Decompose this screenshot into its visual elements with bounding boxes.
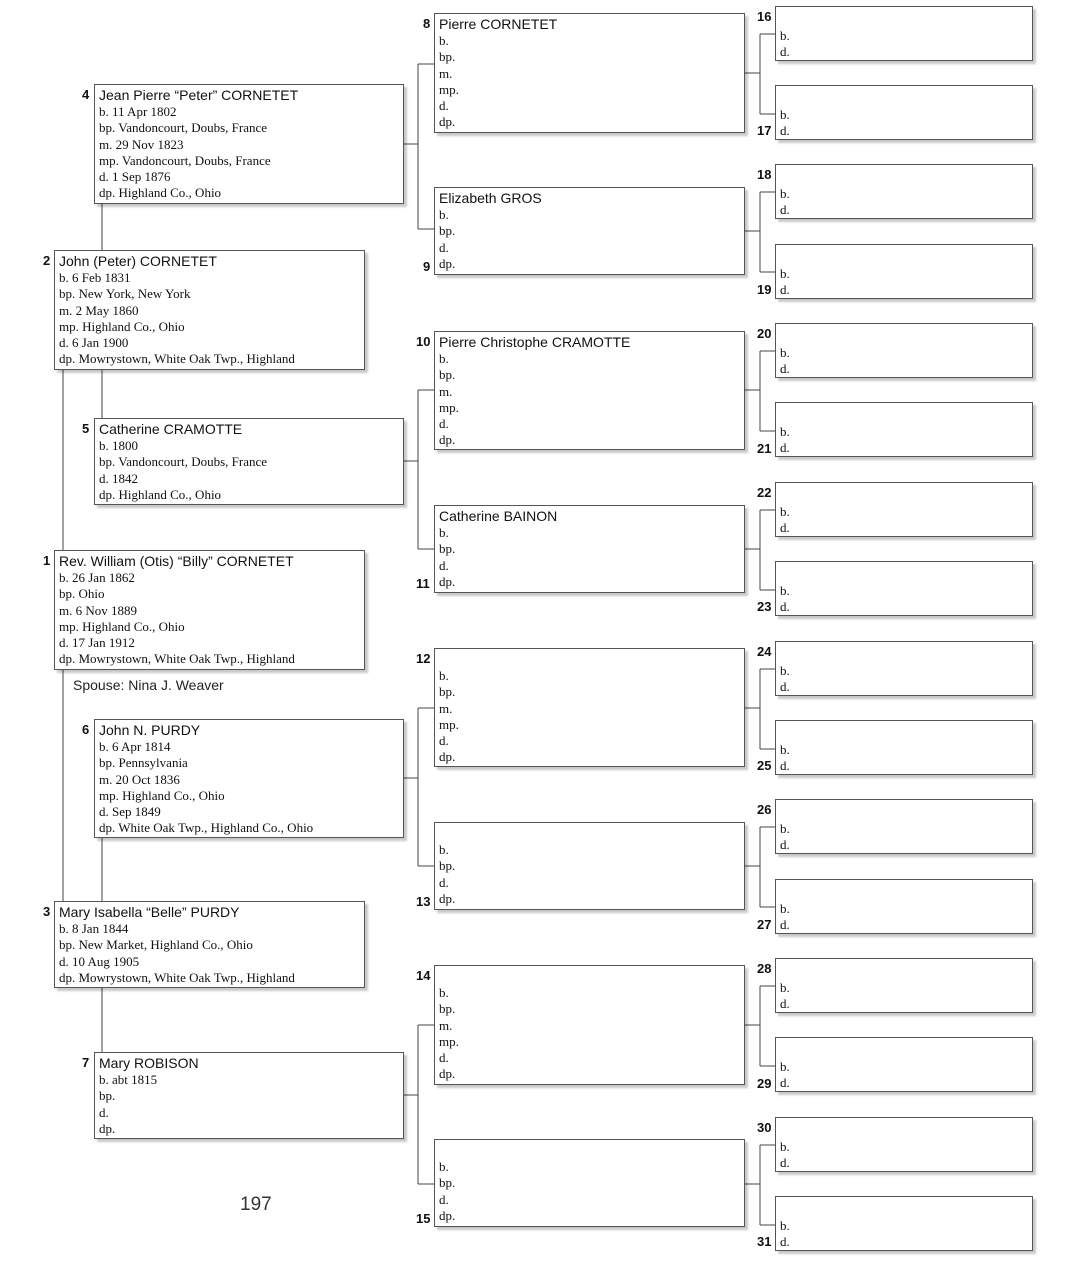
person-7-box: [94, 1052, 404, 1139]
person-4-box: [94, 84, 404, 204]
connector-14: [745, 986, 775, 1066]
person-30-number: 30: [757, 1120, 772, 1135]
person-1-name: Rev. William (Otis) “Billy” CORNETET: [59, 553, 294, 569]
person-2-death: d. 6 Jan 1900: [59, 335, 129, 351]
connector-15: [745, 1145, 775, 1225]
person-28-death: d.: [780, 995, 790, 1011]
connector-6: [404, 708, 434, 866]
person-10-number: 10: [416, 334, 431, 349]
person-3-death-place: dp. Mowrystown, White Oak Twp., Highland: [59, 969, 295, 985]
person-1-number: 1: [43, 553, 51, 568]
person-1-marriage-place: mp. Highland Co., Ohio: [59, 618, 185, 634]
person-15-birthplace: bp.: [439, 1175, 456, 1191]
person-12-marriage: m.: [439, 700, 453, 716]
person-7-number: 7: [82, 1055, 90, 1070]
person-3-name: Mary Isabella “Belle” PURDY: [59, 904, 240, 920]
person-11-box: [434, 505, 745, 593]
person-17-death: d.: [780, 122, 790, 138]
person-6-birth: b. 6 Apr 1814: [99, 739, 171, 754]
person-4-birthplace: bp. Vandoncourt, Doubs, France: [99, 120, 268, 136]
person-2-marriage-place: mp. Highland Co., Ohio: [59, 318, 185, 334]
person-19-number: 19: [757, 282, 772, 297]
person-10-death-place: dp.: [439, 432, 456, 448]
connector-13: [745, 827, 775, 907]
person-1-birth: b. 26 Jan 1862: [59, 570, 135, 585]
person-21-box: [775, 402, 1033, 457]
person-11-birthplace: bp.: [439, 541, 456, 557]
person-5-box: [94, 418, 404, 505]
person-10-birth: b.: [439, 351, 449, 366]
person-13-birth: b.: [439, 842, 449, 857]
person-17-box: [775, 85, 1033, 140]
person-14-birthplace: bp.: [439, 1001, 456, 1017]
person-11-number: 11: [416, 576, 430, 591]
person-5-death: d. 1842: [99, 470, 138, 486]
person-15-box: [434, 1139, 745, 1227]
person-13-death: d.: [439, 874, 449, 890]
person-31-number: 31: [757, 1234, 772, 1249]
person-23-birth: b.: [780, 583, 790, 598]
person-6-marriage-place: mp. Highland Co., Ohio: [99, 787, 225, 803]
person-9-death: d.: [439, 239, 449, 255]
person-2-marriage: m. 2 May 1860: [59, 302, 139, 318]
person-5-death-place: dp. Highland Co., Ohio: [99, 486, 222, 502]
person-6-birthplace: bp. Pennsylvania: [99, 755, 188, 771]
person-7-birth: b. abt 1815: [99, 1072, 158, 1087]
person-22-death: d.: [780, 519, 790, 535]
person-23-box: [775, 561, 1033, 616]
person-2-box: [54, 250, 365, 370]
person-27-birth: b.: [780, 901, 790, 916]
person-14-death: d.: [439, 1050, 449, 1066]
person-10-marriage-place: mp.: [439, 399, 459, 415]
person-18-box: [775, 164, 1033, 219]
person-12-death-place: dp.: [439, 749, 456, 765]
person-16-birth: b.: [780, 28, 790, 43]
person-14-birth: b.: [439, 985, 449, 1000]
person-31-box: [775, 1196, 1033, 1251]
person-13-number: 13: [416, 894, 431, 909]
person-23-death: d.: [780, 598, 790, 614]
person-24-birth: b.: [780, 663, 790, 678]
person-12-death: d.: [439, 733, 449, 749]
person-5-birthplace: bp. Vandoncourt, Doubs, France: [99, 454, 268, 470]
person-31-death: d.: [780, 1233, 790, 1249]
person-9-birth: b.: [439, 207, 449, 222]
person-19-box: [775, 244, 1033, 299]
person-8-birth: b.: [439, 33, 449, 48]
person-1-birthplace: bp. Ohio: [59, 586, 105, 602]
person-2-number: 2: [43, 253, 51, 268]
person-27-number: 27: [757, 917, 772, 932]
person-14-marriage: m.: [439, 1017, 453, 1033]
person-8-death-place: dp.: [439, 114, 456, 130]
person-25-birth: b.: [780, 742, 790, 757]
person-11-death: d.: [439, 557, 449, 573]
person-8-marriage: m.: [439, 65, 453, 81]
person-13-box: [434, 822, 745, 910]
person-26-number: 26: [757, 802, 772, 817]
person-17-number: 17: [757, 123, 772, 138]
person-21-birth: b.: [780, 424, 790, 439]
person-4-death-place: dp. Highland Co., Ohio: [99, 185, 222, 201]
person-22-birth: b.: [780, 504, 790, 519]
person-1-marriage: m. 6 Nov 1889: [59, 602, 137, 618]
person-13-death-place: dp.: [439, 890, 456, 906]
person-11-name: Catherine BAINON: [439, 508, 558, 524]
person-25-box: [775, 720, 1033, 775]
person-9-box: [434, 187, 745, 275]
person-11-birth: b.: [439, 525, 449, 540]
person-9-birthplace: bp.: [439, 223, 456, 239]
person-9-name: Elizabeth GROS: [439, 190, 542, 206]
person-8-marriage-place: mp.: [439, 81, 459, 97]
person-2-name: John (Peter) CORNETET: [59, 253, 217, 269]
person-5-number: 5: [82, 421, 90, 436]
person-8-birthplace: bp.: [439, 49, 456, 65]
person-25-number: 25: [757, 758, 772, 773]
connector-7: [404, 1025, 434, 1184]
person-16-number: 16: [757, 9, 772, 24]
person-10-birthplace: bp.: [439, 367, 456, 383]
person-14-number: 14: [416, 968, 431, 983]
person-29-box: [775, 1037, 1033, 1092]
person-12-birth: b.: [439, 668, 449, 683]
person-24-number: 24: [757, 644, 772, 659]
person-4-birth: b. 11 Apr 1802: [99, 104, 177, 119]
person-4-number: 4: [82, 87, 90, 102]
person-3-birthplace: bp. New Market, Highland Co., Ohio: [59, 937, 253, 953]
connector-10: [745, 351, 775, 431]
person-19-death: d.: [780, 281, 790, 297]
connector-12: [745, 669, 775, 749]
person-27-box: [775, 879, 1033, 934]
person-4-name: Jean Pierre “Peter” CORNETET: [99, 87, 299, 103]
person-25-death: d.: [780, 757, 790, 773]
page-number: 197: [240, 1194, 272, 1215]
person-7-death: d.: [99, 1104, 109, 1120]
person-3-number: 3: [43, 904, 51, 919]
person-15-birth: b.: [439, 1159, 449, 1174]
person-22-number: 22: [757, 485, 772, 500]
person-28-number: 28: [757, 961, 772, 976]
person-15-death-place: dp.: [439, 1207, 456, 1223]
person-6-marriage: m. 20 Oct 1836: [99, 771, 180, 787]
person-4-death: d. 1 Sep 1876: [99, 169, 171, 185]
person-14-death-place: dp.: [439, 1066, 456, 1082]
person-12-birthplace: bp.: [439, 684, 456, 700]
person-10-death: d.: [439, 416, 449, 432]
person-24-death: d.: [780, 678, 790, 694]
person-8-name: Pierre CORNETET: [439, 16, 558, 32]
person-23-number: 23: [757, 599, 772, 614]
person-6-box: [94, 719, 404, 838]
person-8-number: 8: [423, 16, 431, 31]
connector-5: [404, 390, 434, 549]
person-20-birth: b.: [780, 345, 790, 360]
person-11-death-place: dp.: [439, 573, 456, 589]
person-22-box: [775, 482, 1033, 537]
person-8-box: [434, 13, 745, 133]
person-7-death-place: dp.: [99, 1120, 116, 1136]
person-21-number: 21: [757, 441, 772, 456]
person-1-death-place: dp. Mowrystown, White Oak Twp., Highland: [59, 651, 295, 667]
person-9-death-place: dp.: [439, 255, 456, 271]
person-29-number: 29: [757, 1076, 772, 1091]
person-29-death: d.: [780, 1074, 790, 1090]
person-10-marriage: m.: [439, 383, 453, 399]
person-6-number: 6: [82, 722, 90, 737]
spouse-label: Spouse: Nina J. Weaver: [73, 677, 224, 693]
person-21-death: d.: [780, 439, 790, 455]
person-26-birth: b.: [780, 821, 790, 836]
person-17-birth: b.: [780, 107, 790, 122]
person-28-box: [775, 958, 1033, 1013]
person-1-death: d. 17 Jan 1912: [59, 635, 135, 651]
person-4-marriage: m. 29 Nov 1823: [99, 136, 184, 152]
person-20-death: d.: [780, 360, 790, 376]
person-8-death: d.: [439, 98, 449, 114]
person-6-name: John N. PURDY: [99, 722, 201, 738]
person-24-box: [775, 641, 1033, 696]
person-7-birthplace: bp.: [99, 1088, 116, 1104]
person-2-birthplace: bp. New York, New York: [59, 286, 191, 302]
person-30-death: d.: [780, 1154, 790, 1170]
person-10-name: Pierre Christophe CRAMOTTE: [439, 334, 631, 350]
person-14-box: [434, 965, 745, 1085]
person-6-death: d. Sep 1849: [99, 804, 161, 820]
person-14-marriage-place: mp.: [439, 1033, 459, 1049]
connector-8: [745, 34, 775, 114]
person-18-number: 18: [757, 167, 772, 182]
person-12-number: 12: [416, 651, 431, 666]
person-12-box: [434, 648, 745, 767]
person-27-death: d.: [780, 916, 790, 932]
person-1-box: [54, 550, 365, 670]
person-26-death: d.: [780, 836, 790, 852]
person-16-box: [775, 6, 1033, 61]
person-2-birth: b. 6 Feb 1831: [59, 270, 131, 285]
person-3-birth: b. 8 Jan 1844: [59, 921, 129, 936]
person-9-number: 9: [423, 259, 431, 274]
person-5-birth: b. 1800: [99, 438, 138, 453]
person-31-birth: b.: [780, 1218, 790, 1233]
person-13-name: [435, 823, 744, 842]
person-10-box: [434, 331, 745, 450]
person-2-death-place: dp. Mowrystown, White Oak Twp., Highland: [59, 351, 295, 367]
person-18-death: d.: [780, 201, 790, 217]
person-19-birth: b.: [780, 266, 790, 281]
person-29-birth: b.: [780, 1059, 790, 1074]
person-3-death: d. 10 Aug 1905: [59, 953, 140, 969]
person-5-name: Catherine CRAMOTTE: [99, 421, 243, 437]
person-14-name: [435, 966, 744, 985]
connector-11: [745, 510, 775, 590]
person-30-box: [775, 1117, 1033, 1172]
person-20-box: [775, 323, 1033, 378]
person-18-birth: b.: [780, 186, 790, 201]
person-13-birthplace: bp.: [439, 858, 456, 874]
person-7-name: Mary ROBISON: [99, 1055, 199, 1071]
person-28-birth: b.: [780, 980, 790, 995]
person-4-marriage-place: mp. Vandoncourt, Doubs, France: [99, 152, 271, 168]
person-26-box: [775, 799, 1033, 854]
person-16-death: d.: [780, 43, 790, 59]
person-15-death: d.: [439, 1191, 449, 1207]
person-12-name: [435, 649, 744, 668]
person-15-number: 15: [416, 1211, 431, 1226]
person-3-box: [54, 901, 365, 988]
person-6-death-place: dp. White Oak Twp., Highland Co., Ohio: [99, 820, 314, 836]
person-30-birth: b.: [780, 1139, 790, 1154]
connector-4: [404, 64, 434, 229]
person-12-marriage-place: mp.: [439, 716, 459, 732]
connector-9: [745, 192, 775, 272]
person-15-name: [435, 1140, 744, 1159]
person-20-number: 20: [757, 326, 772, 341]
